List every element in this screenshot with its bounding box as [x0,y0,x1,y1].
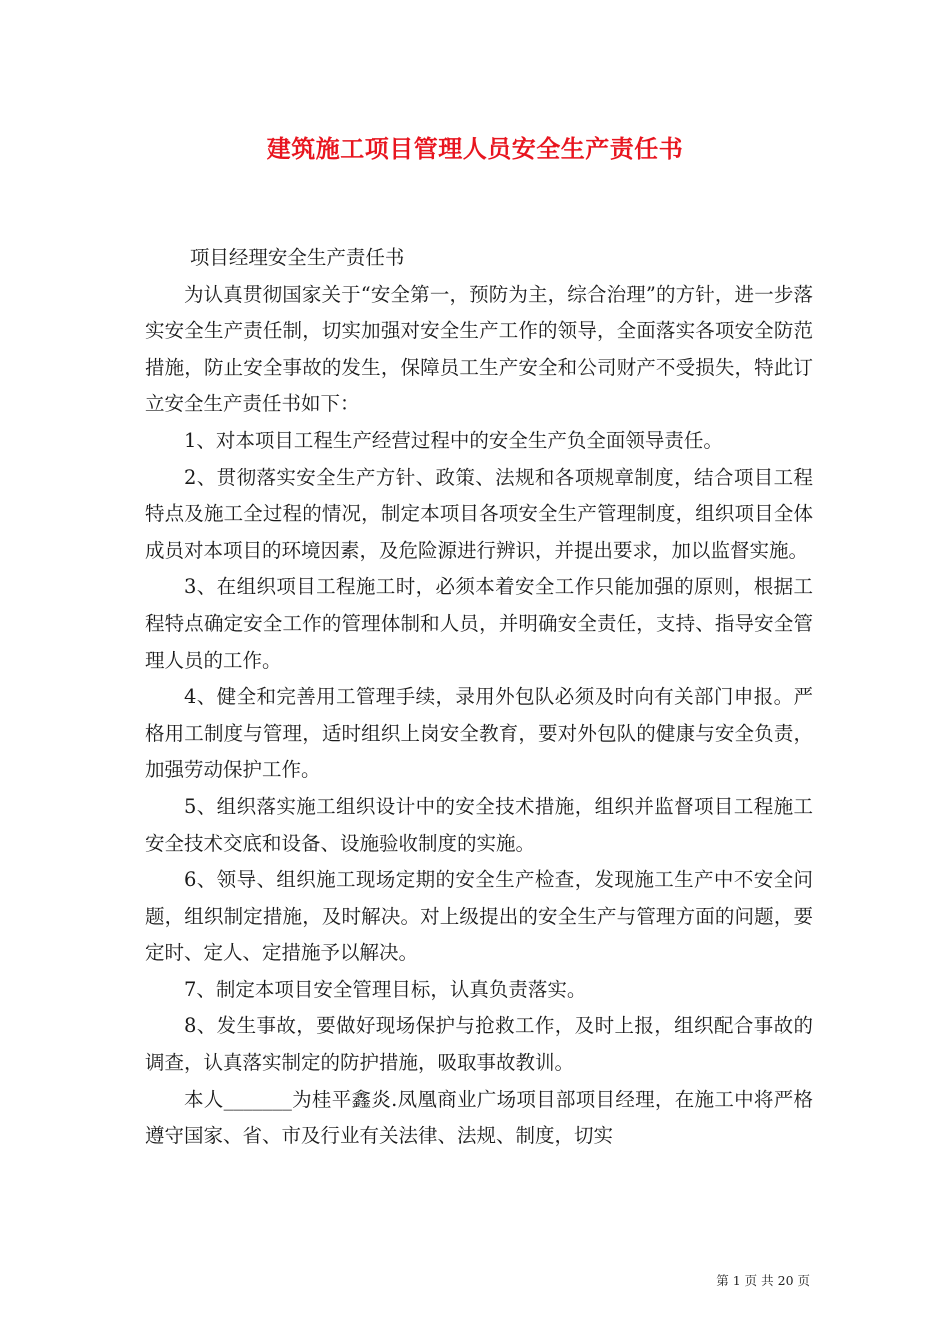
paragraph-item-8: 8、发生事故，要做好现场保护与抢救工作，及时上报，组织配合事故的调查，认真落实制定的防护措施，吸取事故教训。 [145,1014,813,1075]
paragraph-item-2: 2、贯彻落实安全生产方针、政策、法规和各项规章制度，结合项目工程特点及施工全过程的情况，制定本项目各项安全生产管理制度，组织项目全体成员对本项目的环境因素，及危险源进行辨识，并提出要求，加以监督实施。 [145,465,813,562]
paragraph-item-5: 5、组织落实施工组织设计中的安全技术措施，组织并监督项目工程施工安全技术交底和设备、设施验收制度的实施。 [145,794,813,855]
paragraph-statement: 本人_______为桂平鑫炎.凤凰商业广场项目部项目经理，在施工中将严格遵守国家、省、市及行业有关法律、法规、制度，切实 [145,1087,813,1148]
paragraph-item-3: 3、在组织项目工程施工时，必须本着安全工作只能加强的原则，根据工程特点确定安全工作的管理体制和人员，并明确安全责任，支持、指导安全管理人员的工作。 [145,575,813,672]
paragraph-item-6: 6、领导、组织施工现场定期的安全生产检查，发现施工生产中不安全问题，组织制定措施，及时解决。对上级提出的安全生产与管理方面的问题，要定时、定人、定措施予以解决。 [145,868,813,965]
paragraph-item-7: 7、制定本项目安全管理目标，认真负责落实。 [184,977,587,1001]
section-subtitle: 项目经理安全生产责任书 [189,246,405,269]
page-number: 第 1 页 共 20 页 [716,1273,810,1288]
paragraph-intro: 为认真贯彻国家关于“安全第一，预防为主，综合治理”的方针，进一步落实安全生产责任制，切实加强对安全生产工作的领导，全面落实各项安全防范措施，防止安全事故的发生，保障员工生产安全和公司财产不受损失，特此订立安全生产责任书如下： [145,282,813,416]
paragraph-item-1: 1、对本项目工程生产经营过程中的安全生产负全面领导责任。 [184,428,723,452]
paragraph-item-4: 4、健全和完善用工管理手续，录用外包队必须及时向有关部门申报。严格用工制度与管理，适时组织上岗安全教育，要对外包队的健康与安全负责，加强劳动保护工作。 [145,685,813,782]
document-body [145,240,813,1155]
document-title: 建筑施工项目管理人员安全生产责任书 [266,134,684,163]
